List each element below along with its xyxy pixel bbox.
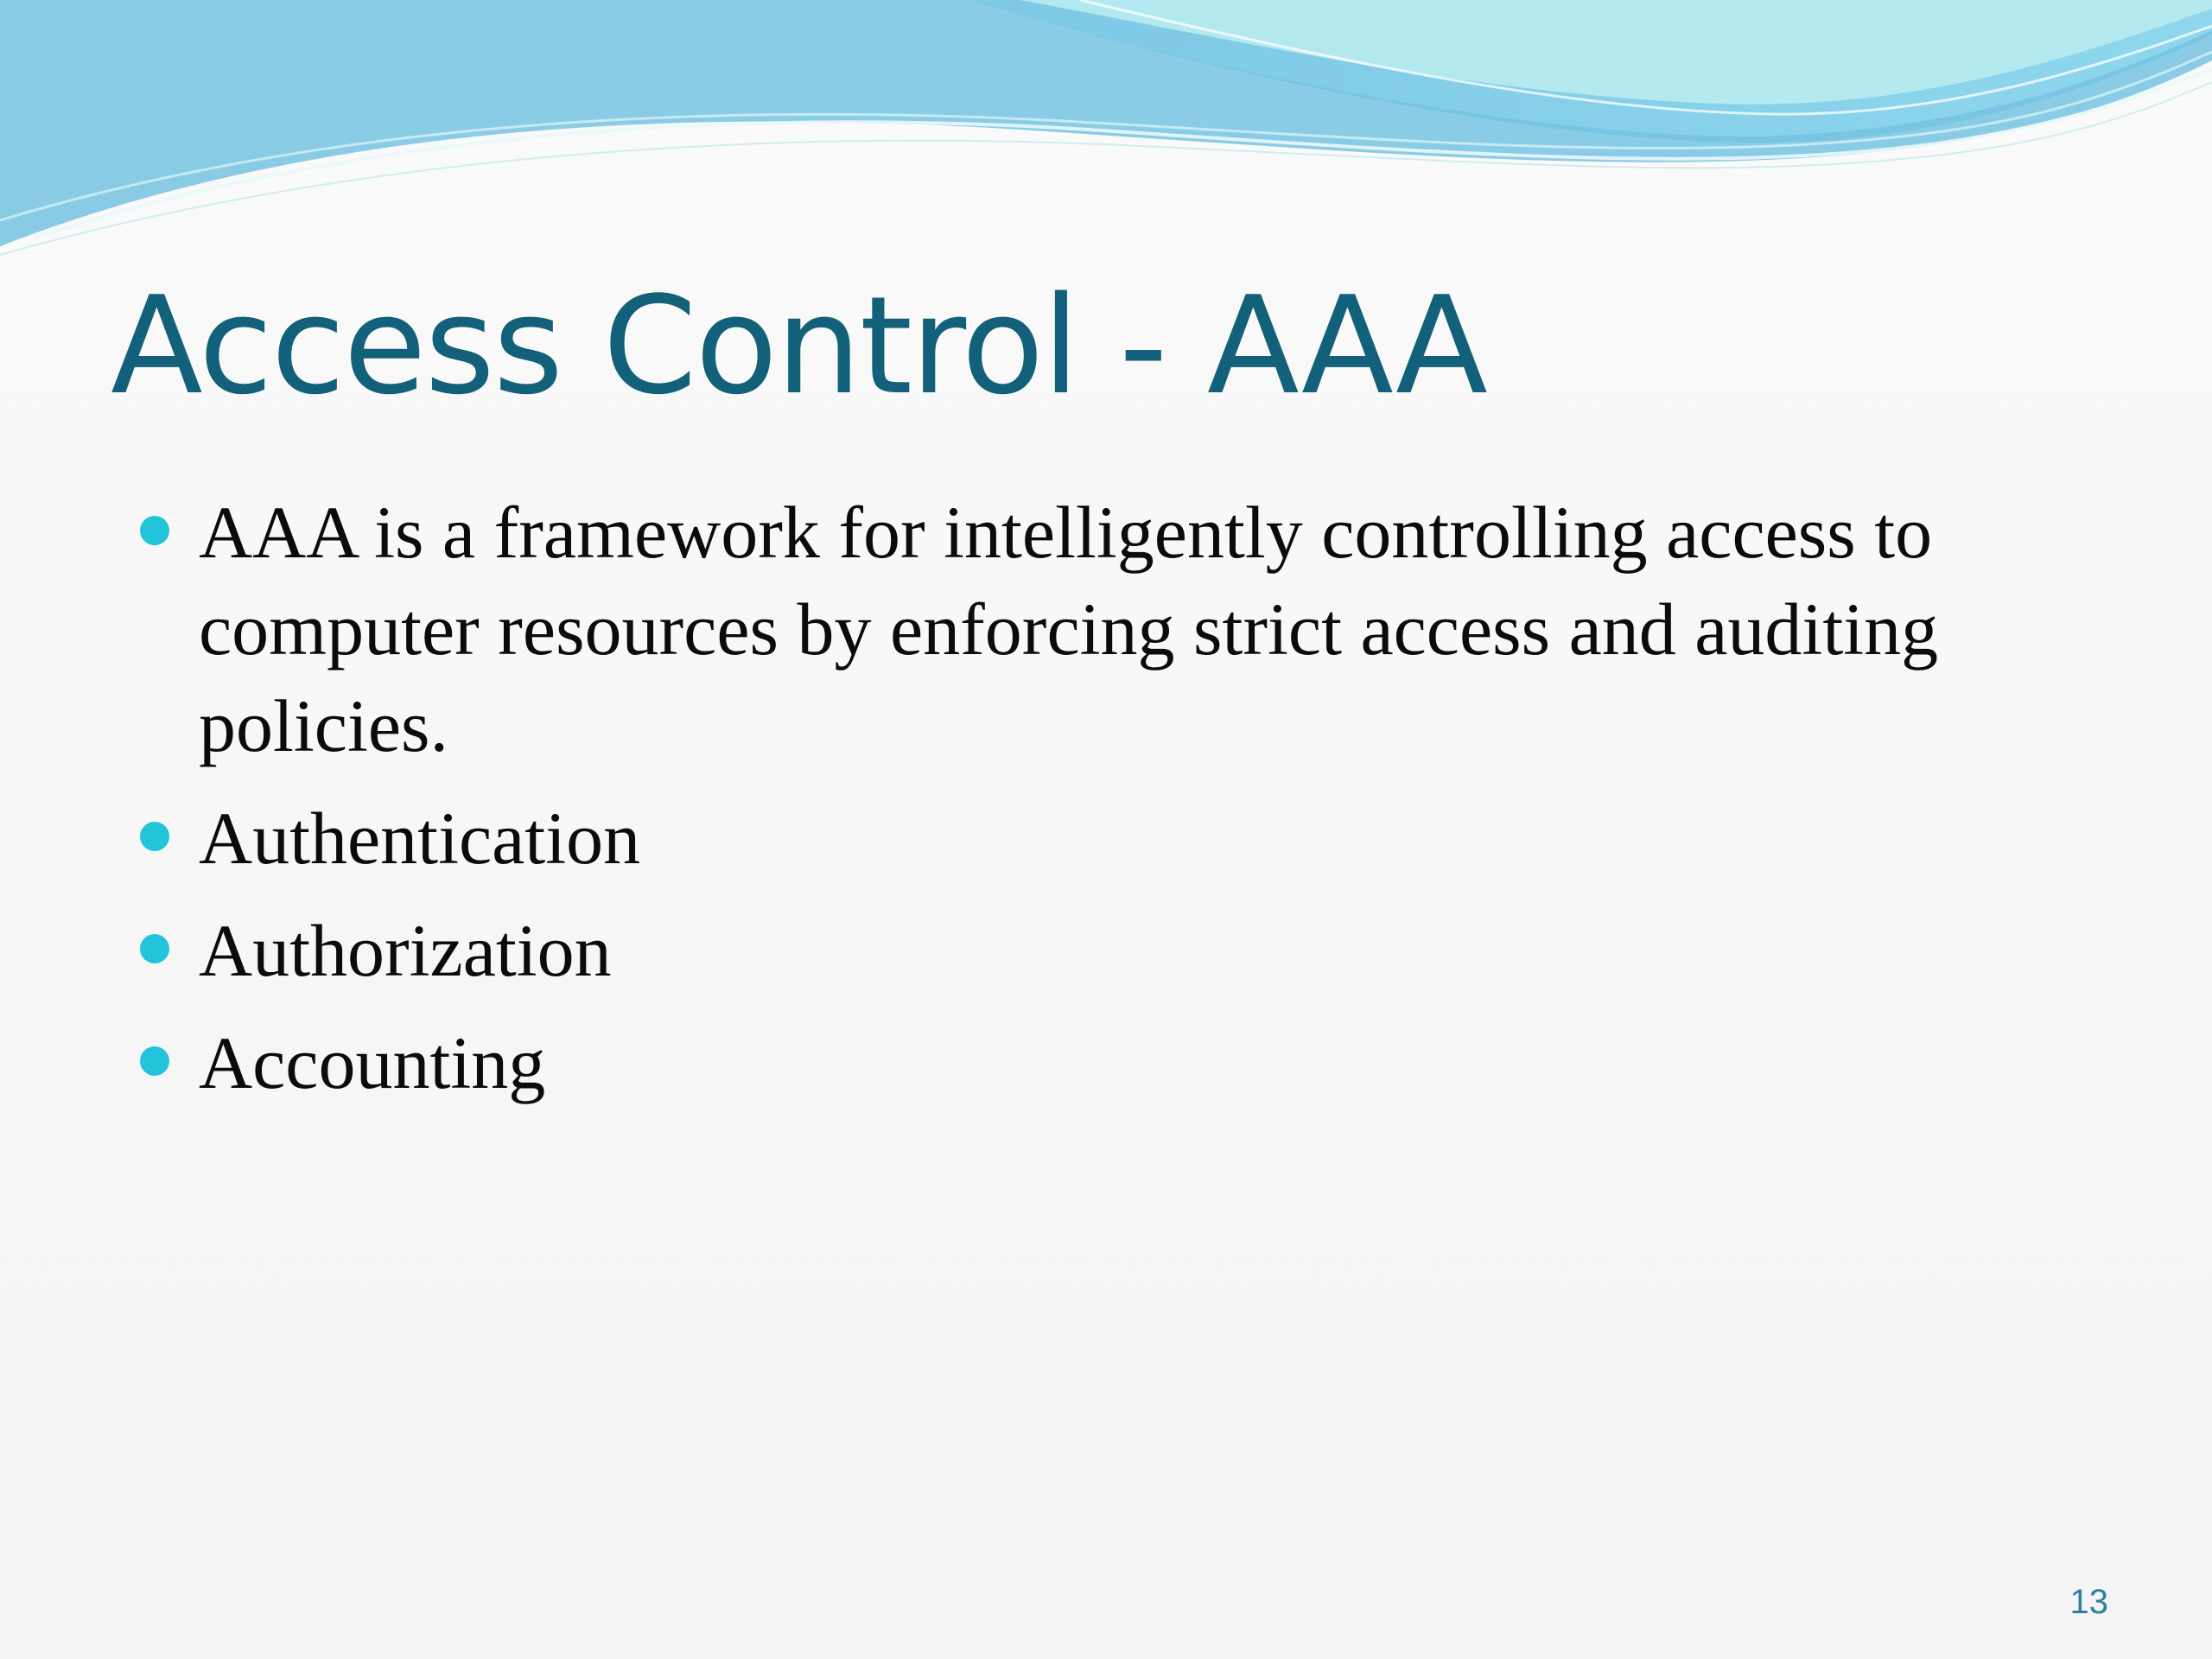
bullet-text: AAA is a framework for intelligently controlling access to computer resources by enforcing strict access and auditing policies. [199,491,1939,767]
bullet-item [138,484,2091,774]
bullet-item [138,1014,2091,1111]
bullet-text: Authorization [199,909,612,992]
bullet-text: Authentication [199,797,641,880]
bullet-text: Accounting [199,1021,546,1104]
bullet-list [138,484,2091,1127]
slide-title: Access Control - AAA [111,267,1486,424]
page-number: 13 [2069,1583,2108,1621]
bullet-item [138,790,2091,887]
bullet-icon [140,822,169,851]
bullet-item [138,902,2091,999]
bullet-icon [140,516,169,545]
header-wave-decoration [0,0,2212,259]
bullet-icon [140,1046,169,1076]
bullet-icon [140,934,169,963]
